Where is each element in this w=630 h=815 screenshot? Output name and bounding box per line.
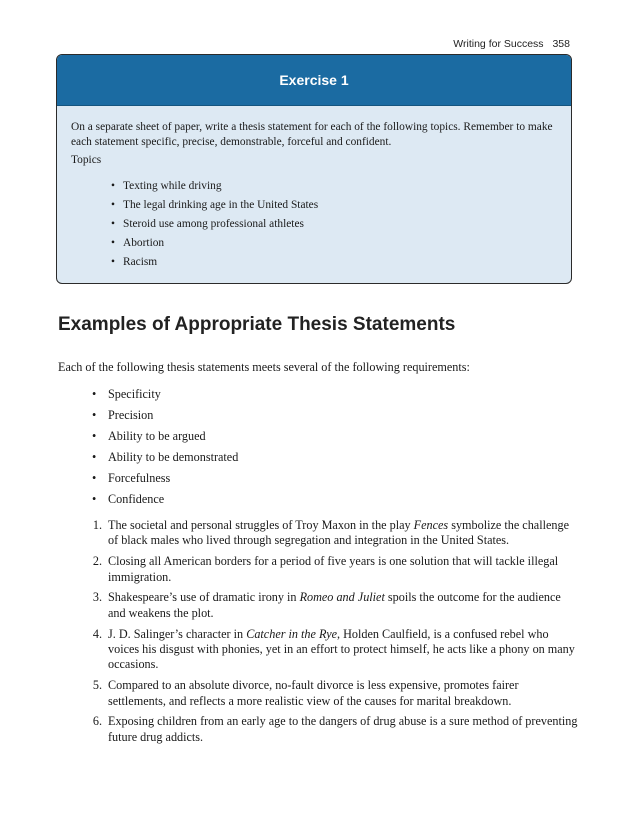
topic-list <box>71 177 557 272</box>
example-text-continued: symbolize the challenge of black males who lived through segregation and integration in the United States. <box>108 518 569 548</box>
requirement-list <box>92 384 238 510</box>
example-item <box>82 678 578 709</box>
topic-item: • Steroid use among professional athletes <box>111 215 557 234</box>
topic-item: • Texting while driving <box>111 177 557 196</box>
example-number: 3. <box>92 590 102 605</box>
example-text: Shakespeare’s use of dramatic irony in <box>108 590 300 605</box>
exercise-box <box>56 54 572 284</box>
example-text-continued: , Holden Caulfield, is a confused rebel who voices his disgust with phonies, yet in an effort to protect himself, he acts like a phony on many occasions. <box>108 626 575 672</box>
exercise-title: Exercise 1 <box>57 55 571 106</box>
example-title: Fences <box>413 518 449 532</box>
example-text-continued: spoils the outcome for the audience and weakens the plot. <box>108 590 561 620</box>
requirement-item: • Ability to be demonstrated <box>92 447 238 468</box>
section-heading: Examples of Appropriate Thesis Statements <box>58 314 456 335</box>
exercise-body <box>57 106 571 272</box>
example-number: 2. <box>92 554 102 569</box>
example-list <box>82 518 578 751</box>
topic-item: • The legal drinking age in the United States <box>111 196 557 215</box>
example-item <box>82 627 578 673</box>
example-item <box>82 590 578 621</box>
requirement-item: • Precision <box>92 405 238 426</box>
example-text: Exposing children from an early age to the dangers of drug abuse is a sure method of preventing future drug addicts. <box>108 714 578 744</box>
example-item <box>82 554 578 585</box>
example-text: J. D. Salinger’s character in <box>108 626 247 641</box>
book-title: Writing for Success <box>453 38 544 50</box>
requirement-item: • Forcefulness <box>92 468 238 489</box>
example-title: Catcher in the Rye <box>246 626 338 641</box>
example-number: 1. <box>92 518 102 532</box>
topics-label: Topics <box>71 154 102 166</box>
example-item <box>82 518 578 549</box>
example-title: Romeo and Juliet <box>299 590 385 605</box>
topic-item: • Abortion <box>111 234 557 253</box>
example-item <box>82 714 578 745</box>
exercise-instructions: On a separate sheet of paper, write a thesis statement for each of the following topics. Remember to make each statement specific, precise, demonstrable, forceful and confident. <box>71 121 553 148</box>
example-text: The societal and personal struggles of Troy Maxon in the play <box>108 518 414 532</box>
example-number: 5. <box>92 678 102 693</box>
requirement-item: • Ability to be argued <box>92 426 238 447</box>
intro-paragraph: Each of the following thesis statements meets several of the following requirements: <box>58 360 470 374</box>
example-text: Closing all American borders for a period of five years is one solution that will tackle illegal immigration. <box>108 554 559 584</box>
requirement-item: • Specificity <box>92 384 238 405</box>
example-number: 6. <box>92 714 102 729</box>
example-number: 4. <box>92 626 102 641</box>
example-text: Compared to an absolute divorce, no-fault divorce is less expensive, promotes fairer settlements, and reflects a more realistic view of the causes for marital breakdown. <box>108 678 519 708</box>
running-header <box>453 38 570 50</box>
requirement-item: • Confidence <box>92 489 238 510</box>
topic-item: • Racism <box>111 253 557 272</box>
page-number: 358 <box>552 38 570 50</box>
